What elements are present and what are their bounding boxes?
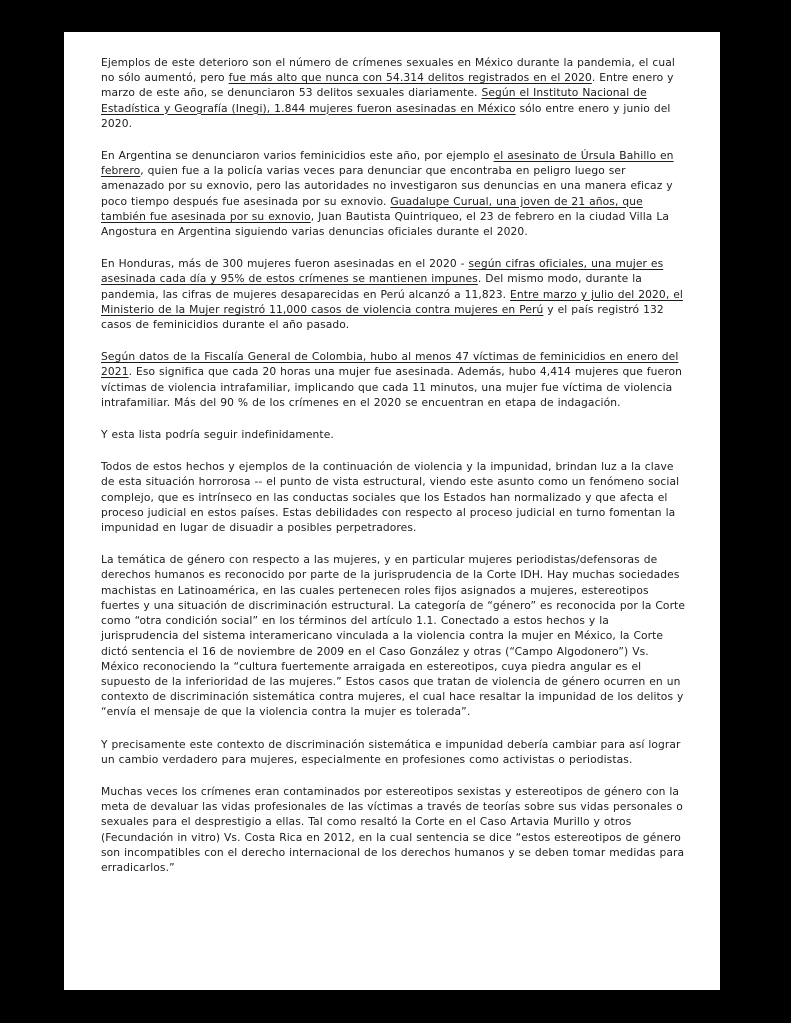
inline-link[interactable]: Guadalupe Curual, una joven de 21 años, que también fue asesinada por su exnovio [101, 194, 643, 223]
paragraph-text: Ejemplos de este deterioro son el número de crímenes sexuales en México durante la pandemia, el cual no sólo aumentó, pero [101, 56, 675, 85]
inline-link[interactable]: Según el Instituto Nacional de Estadística y Geografía (Inegi), 1.844 mujeres fueron asesinadas en México [101, 86, 647, 115]
inline-link[interactable]: Entre marzo y julio del 2020, el Ministerio de la Mujer registró 11,000 casos de violencia contra mujeres en Perú [101, 287, 683, 316]
inline-link[interactable]: el asesinato de Úrsula Bahillo en febrero [101, 149, 674, 178]
paragraph-text: y el país registró 132 casos de feminicidios durante el año pasado. [101, 302, 664, 332]
paragraph-text: sólo entre enero y junio del 2020. [101, 101, 671, 130]
paragraph-text: Y esta lista podría seguir indefinidamente. [101, 428, 334, 442]
paragraph [101, 148, 686, 239]
paragraph-text: En Argentina se denunciaron varios feminicidios este año, por ejemplo [101, 149, 494, 163]
paragraph [101, 784, 686, 875]
paragraph [101, 459, 686, 535]
inline-link[interactable]: fue más alto que nunca con 54.314 delitos registrados en el 2020 [228, 71, 592, 85]
paragraph-text: . Eso significa que cada 20 horas una mujer fue asesinada. Además, hubo 4,414 mujeres que fueron víctimas de violencia intrafamiliar, implicando que cada 11 minutos, una mujer fue víctima de violencia intrafamiliar. Más del 90 % de los crímenes en el 2020 se encuentran en etapa de indagación. [101, 365, 682, 409]
paragraph-text: Y precisamente este contexto de discriminación sistemática e impunidad debería cambiar para así lograr un cambio verdadero para mujeres, especialmente en profesiones como activistas o periodistas. [101, 737, 681, 766]
paragraph-text: Muchas veces los crímenes eran contaminados por estereotipos sexistas y estereotipos de género con la meta de devaluar las vidas profesionales de las víctimas a través de teorías sobre sus vidas personales o sexuales para el desprestigio a ellas. Tal como resaltó la Corte en el Caso Artavia Murillo y otros (Fecundación in vitro) Vs. Costa Rica en 2012, en la cual sentencia se dice “estos estereotipos de género son incompatibles con el derecho internacional de los derechos humanos y se deben tomar medidas para erradicarlos.” [101, 784, 685, 874]
inline-link[interactable]: según cifras oficiales, una mujer es asesinada cada día y 95% de estos crímenes se mantienen impunes [101, 257, 664, 286]
paragraph [101, 349, 686, 410]
paragraph-text: En Honduras, más de 300 mujeres fueron asesinadas en el 2020 - [101, 257, 469, 271]
paragraph [101, 737, 686, 767]
paragraph-text: La temática de género con respecto a las mujeres, y en particular mujeres periodistas/defensoras de derechos humanos es reconocido por parte de la jurisprudencia de la Corte IDH. Hay muchas sociedades machistas en Latinoamérica, en las cuales pertenecen roles fijos asignados a mujeres, estereotipos fuertes y una situación de discriminación estructural. La categoría de “género” es reconocida por la Corte como “otra condición social” en los términos del artículo 1.1. Conectado a estos hechos y la jurisprudencia del sistema interamericano vinculada a la violencia contra la mujer en México, la Corte dictó sentencia el 16 de noviembre de 2009 en el Caso González y otras (“Campo Algodonero”) Vs. México reconociendo la “cultura fuertemente arraigada en estereotipos, cuya piedra angular es el supuesto de la inferioridad de las mujeres.” Estos casos que tratan de violencia de género ocurren en un contexto de discriminación sistemática contra mujeres, el cual hace resaltar la impunidad de los delitos y “envía el mensaje de que la violencia contra la mujer es tolerada”. [101, 553, 686, 719]
document-page [64, 32, 720, 990]
article-body [101, 55, 686, 875]
paragraph [101, 256, 686, 332]
paragraph-text: , Juan Bautista Quintriqueo, el 23 de febrero en la ciudad Villa La Angostura en Argentina siguiendo varias denuncias oficiales durante el 2020. [101, 209, 670, 239]
inline-link[interactable]: Según datos de la Fiscalía General de Colombia, hubo al menos 47 víctimas de feminicidios en enero del 2021 [101, 350, 679, 379]
paragraph [101, 55, 686, 131]
paragraph [101, 552, 686, 719]
paragraph [101, 427, 686, 442]
paragraph-text: , quien fue a la policía varias veces para denunciar que encontraba en peligro luego ser amenazado por su exnovio, pero las autoridades no investigaron sus denuncias en una manera eficaz y poco tiempo después fue asesinada por su exnovio. [101, 164, 673, 208]
paragraph-text: . Entre enero y marzo de este año, se denunciaron 53 delitos sexuales diariamente. [101, 71, 674, 100]
paragraph-text: . Del mismo modo, durante la pandemia, las cifras de mujeres desaparecidas en Perú alcanzó a 11,823. [101, 272, 642, 301]
paragraph-text: Todos de estos hechos y ejemplos de la continuación de violencia y la impunidad, brindan luz a la clave de esta situación horrorosa -- el punto de vista estructural, viendo este asunto como un fenómeno social complejo, que es intrínseco en las conductas sociales que los Estados han normalizado y que afecta el proceso judicial en estos países. Estas debilidades con respecto al proceso judicial en turno fomentan la impunidad en lugar de disuadir a posibles perpetradores. [101, 460, 680, 535]
